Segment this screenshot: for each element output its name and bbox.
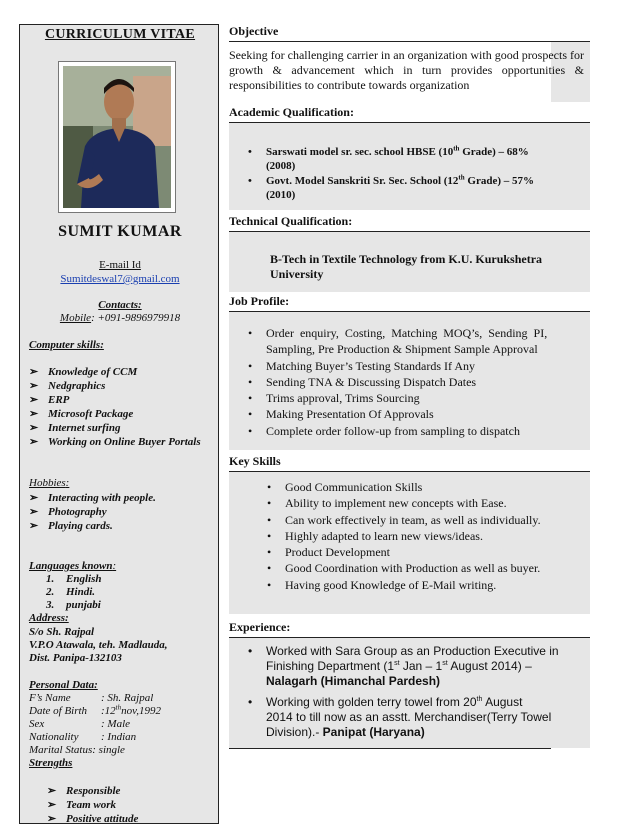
list-item: ➢ Internet surfing bbox=[29, 422, 121, 434]
address-heading: Address: bbox=[29, 612, 69, 624]
bullet-icon: • bbox=[248, 407, 253, 422]
bullet-icon: • bbox=[267, 480, 272, 494]
strengths-list bbox=[47, 784, 138, 826]
list-item: • Complete order follow-up from sampling to dispatch bbox=[248, 423, 520, 438]
arrow-bullet-icon: ➢ bbox=[47, 785, 57, 797]
list-item: • Highly adapted to learn new views/ideas. bbox=[267, 528, 483, 543]
experience-list bbox=[248, 644, 588, 740]
arrow-bullet-icon: ➢ bbox=[29, 520, 39, 532]
mobile-label: Mobile bbox=[59, 312, 92, 324]
list-item: • Govt. Model Sanskriti Sr. Sec. School (12th Grade) – 57% (2010) bbox=[248, 173, 535, 201]
arrow-bullet-icon: ➢ bbox=[29, 506, 39, 518]
bullet-icon: • bbox=[248, 423, 253, 438]
objective-heading: Objective bbox=[229, 24, 590, 42]
contacts-heading: Contacts: bbox=[98, 299, 142, 311]
arrow-bullet-icon: ➢ bbox=[29, 436, 39, 448]
experience-bottom-rule bbox=[229, 748, 551, 749]
email-label: E-mail Id bbox=[99, 259, 141, 271]
personal-row: F’s Name : Sh. Rajpal bbox=[29, 692, 154, 704]
bullet-icon: • bbox=[267, 545, 272, 560]
key-skills-heading: Key Skills bbox=[229, 454, 590, 472]
list-item: • Making Presentation Of Approvals bbox=[248, 407, 434, 422]
arrow-bullet-icon: ➢ bbox=[47, 799, 57, 811]
email-link[interactable]: Sumitdeswal7@gmail.com bbox=[60, 273, 180, 285]
profile-photo-image bbox=[63, 66, 171, 208]
objective-text: Seeking for challenging carrier in an organization with good prospects for growth & advancement which in turn provides opportunities & responsibilities to contribute towards organization bbox=[229, 48, 585, 92]
arrow-bullet-icon: ➢ bbox=[29, 366, 39, 378]
arrow-bullet-icon: ➢ bbox=[29, 422, 39, 434]
languages-list bbox=[46, 573, 101, 612]
candidate-name: SUMIT KUMAR bbox=[58, 223, 182, 240]
academic-list bbox=[248, 145, 588, 202]
arrow-bullet-icon: ➢ bbox=[29, 380, 39, 392]
bullet-icon: • bbox=[248, 374, 253, 389]
list-item: 1. English bbox=[46, 573, 102, 585]
list-item: • Matching Buyer’s Testing Standards If Any bbox=[248, 358, 476, 373]
bullet-icon: • bbox=[248, 358, 253, 373]
strengths-heading: Strengths bbox=[29, 757, 73, 769]
list-item: • Worked with Sara Group as an Production Executive in Finishing Department (1st Jan – 1st August 2014) – Nalagarh (Himanchal Pardesh) bbox=[248, 644, 559, 688]
languages-heading: Languages known: bbox=[29, 560, 117, 572]
list-item: • Good Coordination with Production as well as buyer. bbox=[267, 561, 541, 576]
bullet-icon: • bbox=[267, 512, 272, 527]
list-item: 3. punjabi bbox=[46, 599, 101, 611]
list-item: ➢ Knowledge of CCM bbox=[29, 366, 138, 378]
technical-text: B-Tech in Textile Technology from K.U. Kurukshetra University bbox=[270, 252, 543, 281]
list-item: ➢ Playing cards. bbox=[29, 520, 113, 532]
bullet-icon: • bbox=[248, 695, 253, 709]
list-item: ➢ Positive attitude bbox=[47, 813, 139, 825]
technical-heading: Technical Qualification: bbox=[229, 214, 590, 232]
list-item: • Order enquiry, Costing, Matching MOQ’s, Sending PI, Sampling, Pre Production & Shipment Sample Approval bbox=[248, 326, 548, 357]
marital-status: Marital Status: single bbox=[29, 744, 125, 756]
list-item: ➢ Team work bbox=[47, 799, 117, 811]
list-item: • Working with golden terry towel from 20th August 2014 to till now as an asstt. Merchandiser(Terry Towel Division).- Panipat (Haryana) bbox=[248, 695, 552, 739]
list-item: • Trims approval, Trims Sourcing bbox=[248, 391, 420, 406]
experience-heading: Experience: bbox=[229, 620, 590, 638]
profile-photo bbox=[58, 61, 176, 213]
list-item: ➢ Nedgraphics bbox=[29, 380, 106, 392]
list-item: • Product Development bbox=[267, 545, 390, 560]
key-skills-list bbox=[267, 479, 587, 593]
list-item: ➢ Interacting with people. bbox=[29, 492, 156, 504]
bullet-icon: • bbox=[248, 175, 252, 187]
bullet-icon: • bbox=[267, 577, 272, 592]
left-sidebar bbox=[19, 24, 219, 824]
bullet-icon: • bbox=[267, 496, 272, 511]
arrow-bullet-icon: ➢ bbox=[47, 813, 57, 825]
mobile-line bbox=[20, 312, 220, 324]
personal-data-heading: Personal Data: bbox=[29, 679, 98, 691]
arrow-bullet-icon: ➢ bbox=[29, 408, 39, 420]
bullet-icon: • bbox=[248, 146, 252, 158]
list-item: ➢ Microsoft Package bbox=[29, 408, 134, 420]
list-item: ➢ Working on Online Buyer Portals bbox=[29, 436, 201, 448]
bullet-icon: • bbox=[248, 326, 253, 340]
mobile-value: : +091-9896979918 bbox=[91, 312, 181, 324]
computer-skills-list bbox=[29, 365, 201, 449]
hobbies-heading: Hobbies: bbox=[29, 477, 70, 489]
bullet-icon: • bbox=[248, 391, 253, 406]
list-item: • Can work effectively in team, as well as individually. bbox=[267, 512, 541, 527]
bullet-icon: • bbox=[267, 561, 272, 576]
list-item: • Good Communication Skills bbox=[267, 480, 423, 494]
job-profile-heading: Job Profile: bbox=[229, 294, 590, 312]
list-item: ➢ Photography bbox=[29, 506, 107, 518]
bullet-icon: • bbox=[248, 644, 253, 658]
list-item: • Sarswati model sr. sec. school HBSE (10th Grade) – 68% (2008) bbox=[248, 144, 529, 172]
list-item: • Ability to implement new concepts with Ease. bbox=[267, 496, 507, 511]
personal-row: Date of Birth :12thnov,1992 bbox=[29, 703, 161, 717]
personal-row: Nationality : Indian bbox=[29, 731, 137, 743]
cv-title: CURRICULUM VITAE bbox=[44, 27, 196, 42]
computer-skills-heading: Computer skills: bbox=[29, 339, 104, 351]
arrow-bullet-icon: ➢ bbox=[29, 394, 39, 406]
list-item: • Having good Knowledge of E-Mail writing. bbox=[267, 577, 497, 592]
bullet-icon: • bbox=[267, 528, 272, 543]
list-item: ➢ Responsible bbox=[47, 785, 121, 797]
hobbies-list bbox=[29, 491, 156, 533]
list-item: • Sending TNA & Discussing Dispatch Dates bbox=[248, 374, 477, 389]
list-item: 2. Hindi. bbox=[46, 586, 96, 598]
job-profile-list bbox=[248, 325, 584, 439]
list-item: ➢ ERP bbox=[29, 394, 70, 406]
arrow-bullet-icon: ➢ bbox=[29, 492, 39, 504]
address-block: S/o Sh. Rajpal V.P.O Atawala, teh. Madlauda, Dist. Panipa-132103 bbox=[29, 626, 168, 664]
personal-row: Sex : Male bbox=[29, 718, 131, 730]
academic-heading: Academic Qualification: bbox=[229, 105, 590, 123]
